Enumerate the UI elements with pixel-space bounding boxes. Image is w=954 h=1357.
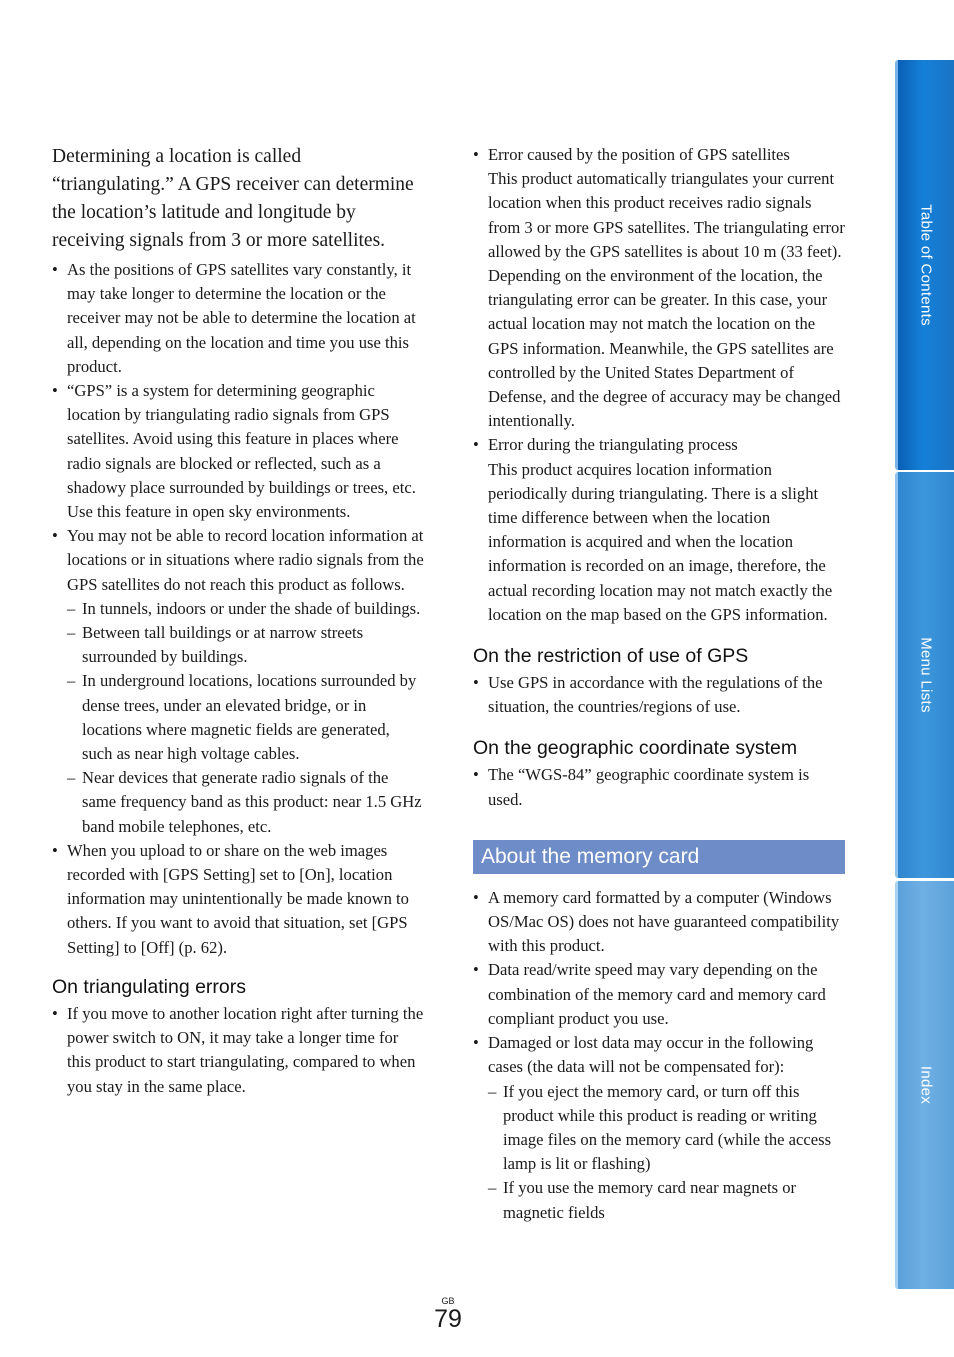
list-item: [473, 433, 845, 627]
error-position-body: This product automatically triangulates your current location when this product receives radio signals from 3 or more GPS satellites. The triangulating error allowed by the GPS satellites is about 10 m (33 feet). Depending on the environment of the location, the triangulating error can be greater. In this case, your actual location may not match the location on the GPS information. Meanwhile, the GPS satellites are controlled by the United States Department of Defense, and the degree of accuracy may be changed intentionally.: [488, 169, 845, 431]
list-item: [52, 524, 424, 839]
list-item: – In tunnels, indoors or under the shade of buildings.: [67, 597, 424, 621]
error-process-body: This product acquires location information periodically during triangulating. There is a slight time difference between when the location information is acquired and when the location information is recorded on an image, therefore, the actual recording location may not match exactly the location on the map based on the GPS information.: [488, 459, 833, 624]
tab-menu-lists[interactable]: [895, 472, 954, 878]
triangulating-errors-heading: On triangulating errors: [52, 975, 247, 998]
list-item: – Between tall buildings or at narrow streets surrounded by buildings.: [67, 621, 424, 669]
list-item: [473, 1031, 845, 1225]
error-process-title: • Error during the triangulating process: [488, 435, 738, 455]
gps-notes-list: [52, 258, 424, 960]
region-code: GB: [441, 1296, 455, 1306]
list-item: • A memory card formatted by a computer (Windows OS/Mac OS) does not have guaranteed compatibility with this product.: [473, 886, 845, 959]
tab-index[interactable]: [895, 881, 954, 1289]
list-item: – In underground locations, locations surrounded by dense trees, under an elevated bridge, or in locations where magnetic fields are generated, such as near high voltage cables.: [67, 669, 424, 766]
tab-menu-lists-label: Menu Lists: [917, 637, 935, 713]
list-item: – If you eject the memory card, or turn off this product while this product is reading or writing image files on the memory card (while the access lamp is lit or flashing): [488, 1080, 845, 1177]
triangulating-errors-list: [52, 1002, 424, 1099]
memory-card-section-heading: About the memory card: [473, 840, 845, 874]
list-item: – Near devices that generate radio signals of the same frequency band as this product: near 1.5 GHz band mobile telephones, etc.: [67, 766, 424, 839]
memory-card-list: [473, 886, 845, 1225]
list-item: [473, 143, 845, 433]
error-position-title: • Error caused by the position of GPS satellites: [488, 145, 790, 164]
left-column: [52, 143, 424, 1099]
page-number: 79: [434, 1305, 462, 1333]
list-item: – If you use the memory card near magnets or magnetic fields: [488, 1176, 845, 1224]
tab-index-label: Index: [917, 1065, 935, 1105]
restriction-heading: On the restriction of use of GPS: [473, 645, 749, 668]
right-column: [473, 143, 845, 1225]
page-number-block: [430, 1296, 466, 1332]
list-item: • The “WGS-84” geographic coordinate system is used.: [473, 763, 845, 811]
list-item-text: You may not be able to record location information at locations or in situations where radio signals from the GPS satellites do not reach this product as follows.: [67, 526, 424, 594]
list-item-text: Damaged or lost data may occur in the following cases (the data will not be compensated for):: [488, 1033, 814, 1077]
coordinate-list: [473, 763, 845, 811]
coordinate-heading: On the geographic coordinate system: [473, 737, 798, 760]
list-item: • Use GPS in accordance with the regulations of the situation, the countries/regions of use.: [473, 671, 845, 719]
restriction-list: [473, 671, 845, 719]
data-loss-cases-list: [488, 1080, 845, 1225]
error-types-list: [473, 143, 845, 627]
list-item: • As the positions of GPS satellites vary constantly, it may take longer to determine the location or the receiver may not be able to determine the location at all, depending on the location and time you use this product.: [52, 258, 424, 379]
tab-table-of-contents-label: Table of Contents: [917, 204, 935, 326]
tab-table-of-contents[interactable]: [895, 60, 954, 470]
list-item: • “GPS” is a system for determining geographic location by triangulating radio signals from GPS satellites. Avoid using this feature in places where radio signals are blocked or reflected, such as a shadowy place surrounded by buildings or trees, etc. Use this feature in open sky environments.: [52, 379, 424, 524]
intro-paragraph: Determining a location is called “triangulating.” A GPS receiver can determine the location’s latitude and longitude by receiving signals from 3 or more satellites.: [52, 146, 414, 251]
list-item: • When you upload to or share on the web images recorded with [GPS Setting] set to [On], location information may unintentionally be made known to others. If you want to avoid that situation, set [GPS Setting] to [Off] (p. 62).: [52, 839, 424, 960]
list-item: • If you move to another location right after turning the power switch to ON, it may take a longer time for this product to start triangulating, compared to when you stay in the same place.: [52, 1002, 424, 1099]
list-item: • Data read/write speed may vary depending on the combination of the memory card and memory card compliant product you use.: [473, 958, 845, 1031]
unreachable-locations-list: [67, 597, 424, 839]
